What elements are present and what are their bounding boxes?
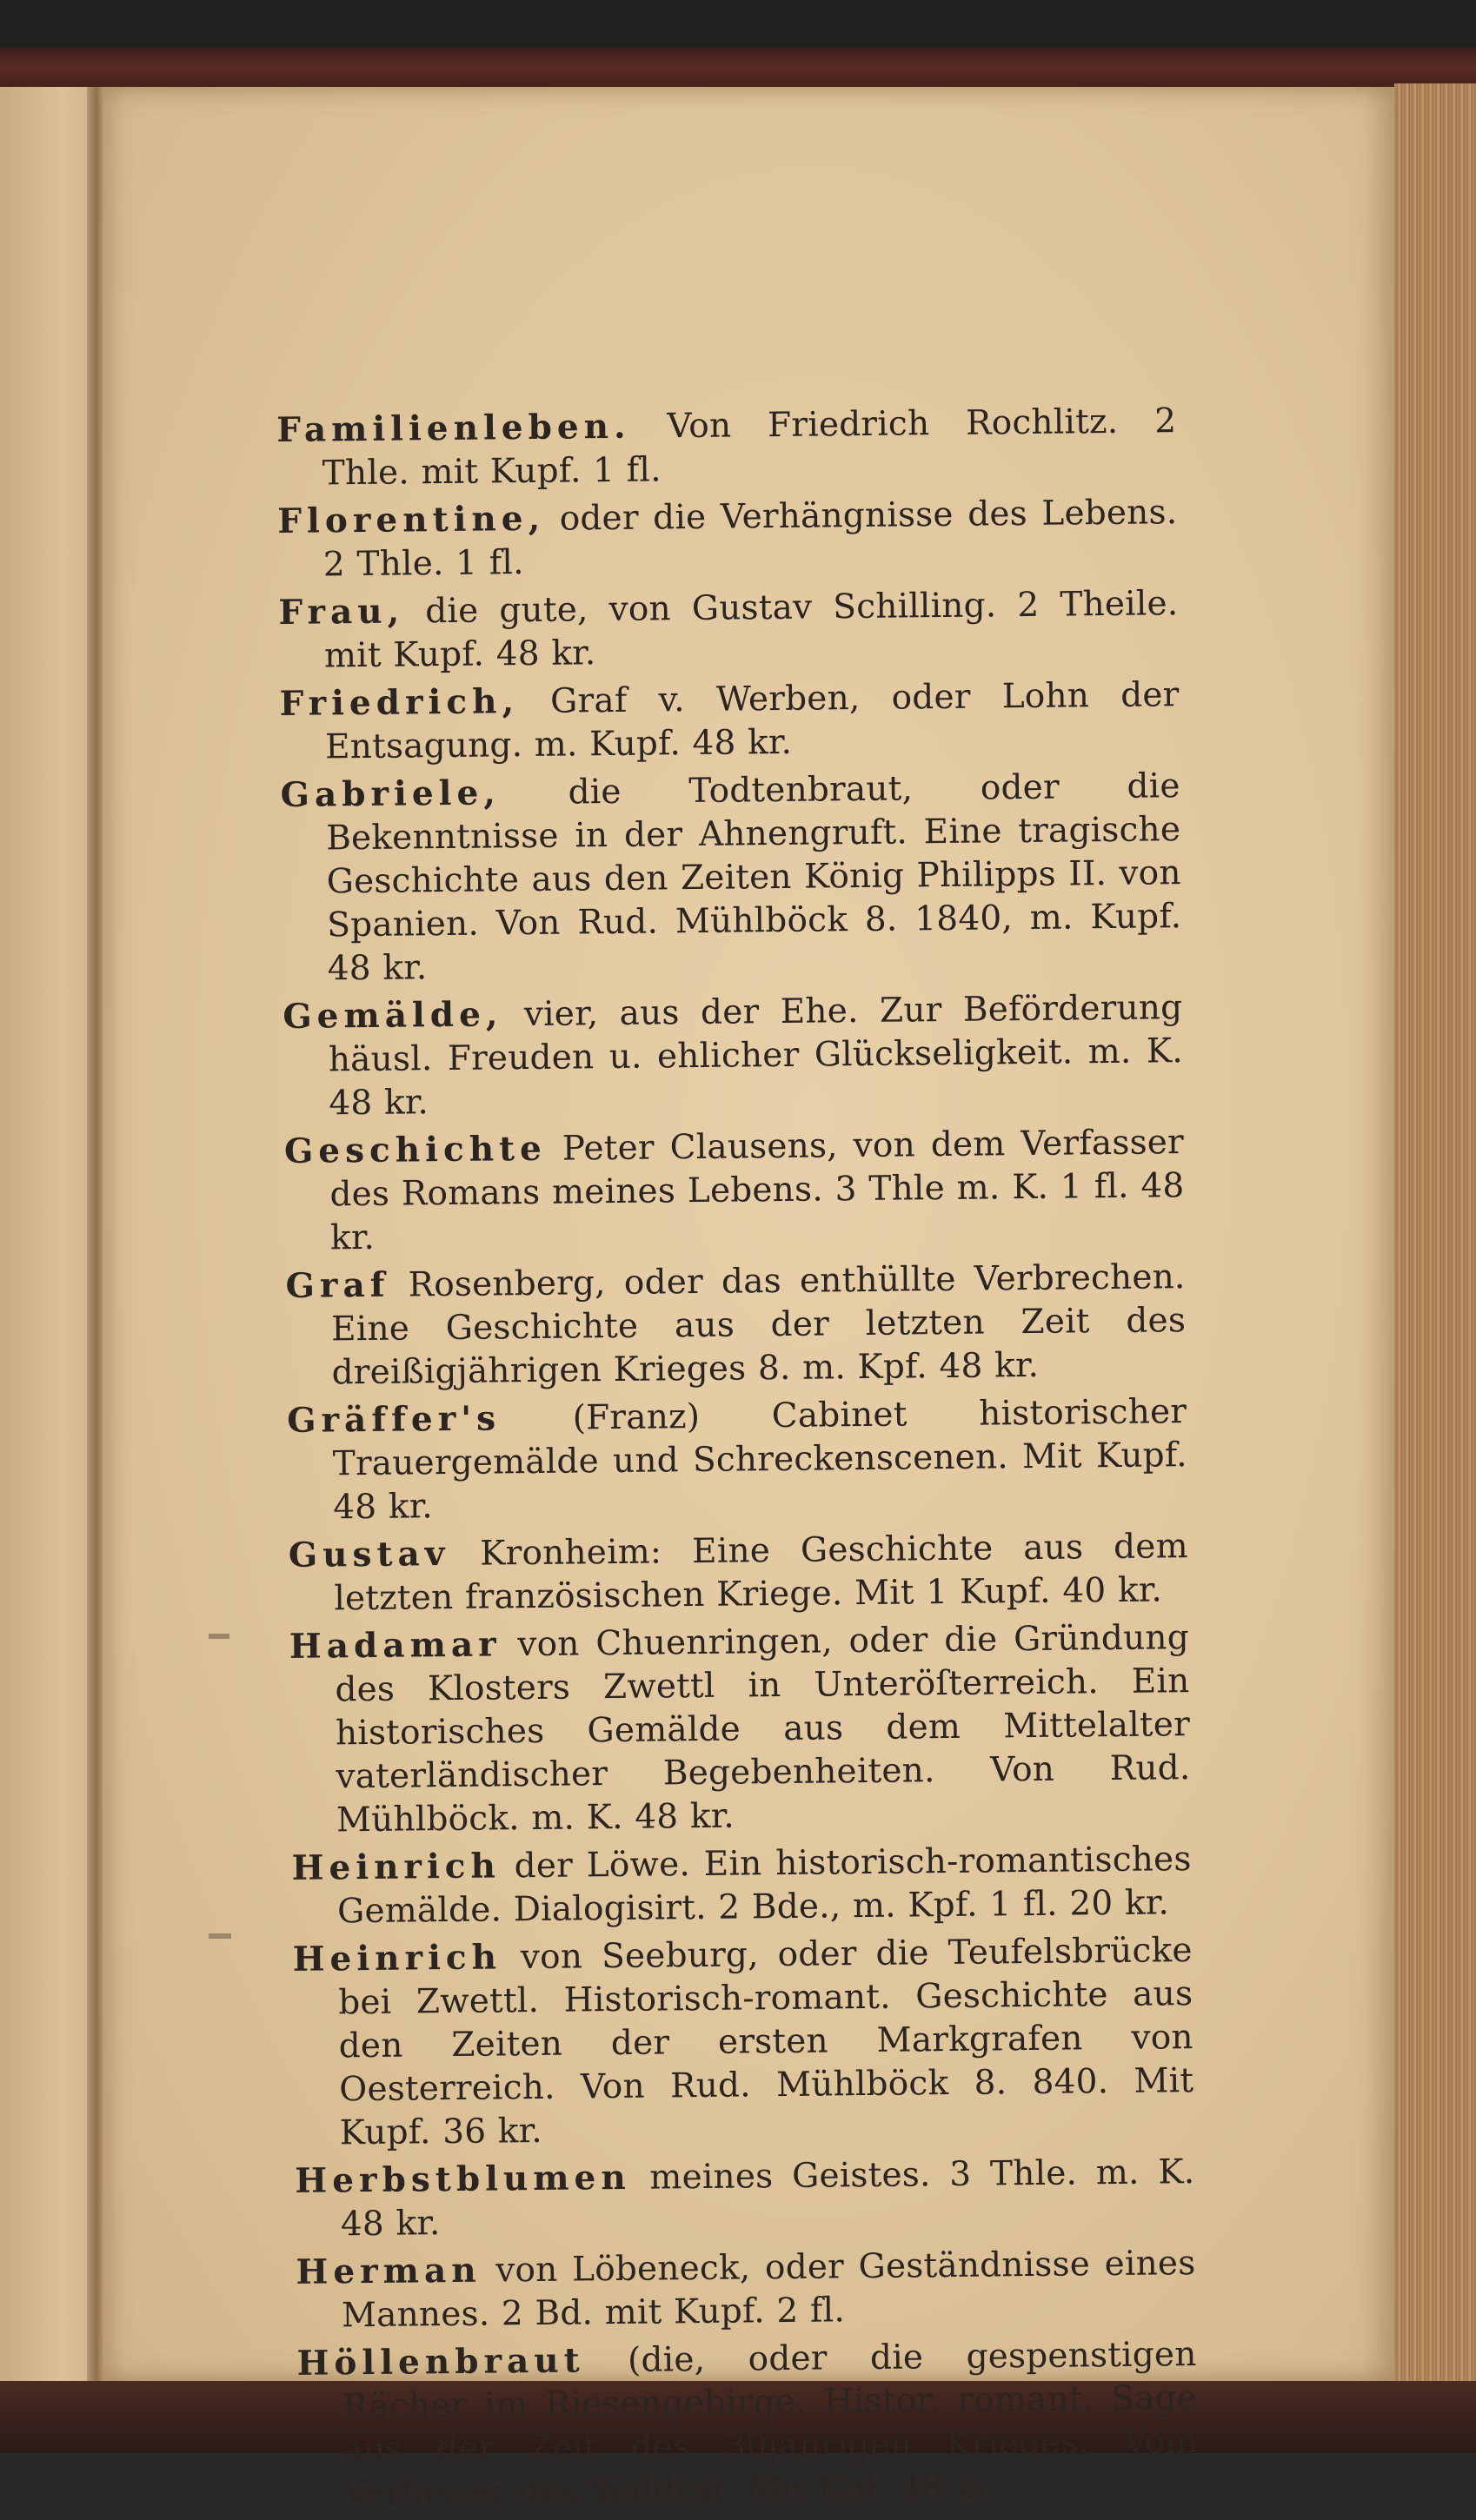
- catalog-entry: [291, 1837, 1192, 1934]
- entry-headword: Herman: [296, 2250, 482, 2292]
- entry-headword: Herbstblumen: [295, 2157, 631, 2201]
- entry-headword: Frau,: [278, 591, 405, 633]
- entry-text: Von Friedrich Rochlitz. 2 Thle. mit Kupf. 1 fl.: [322, 401, 1177, 494]
- catalog-entry: [289, 1615, 1192, 1843]
- entry-text: vier, aus der Ehe. Zur Beförderung häusl. Freuden u. ehlicher Glückseligkeit. m. K. 48 kr.: [328, 988, 1184, 1124]
- entry-text: Peter Clausens, von dem Verfasser des Romans meines Lebens. 3 Thle m. K. 1 fl. 48 kr.: [329, 1123, 1185, 1258]
- entry-headword: Friedrich,: [279, 681, 520, 724]
- entry-headword: Gustav: [288, 1533, 450, 1575]
- entry-text: der Löwe. Ein historisch-romantisches Gemälde. Dialogisirt. 2 Bde., m. Kpf. 1 fl. 20 kr.: [336, 1840, 1192, 1932]
- catalog-entry: [296, 2332, 1198, 2517]
- entry-headword: Gemälde,: [283, 994, 503, 1037]
- entry-text: Kronheim: Eine Geschichte aus dem letzten französischen Kriege. Mit 1 Kupf. 40 kr.: [334, 1527, 1189, 1619]
- catalog-entry: [289, 1524, 1189, 1621]
- scan-background-top: [0, 0, 1476, 52]
- catalog-entry: [278, 581, 1179, 679]
- entry-headword: Familienleben.: [276, 406, 631, 450]
- entry-text: die gute, von Gustav Schilling. 2 Theile. mit Kupf. 48 kr.: [323, 584, 1179, 676]
- entry-headword: Florentine,: [277, 498, 546, 541]
- entry-headword: Graf: [285, 1264, 390, 1306]
- catalog-entry: [292, 1928, 1194, 2156]
- catalog-entry: [287, 1389, 1188, 1530]
- entry-headword: Höllenbraut: [296, 2340, 585, 2384]
- entry-headword: Gräffer's: [286, 1398, 502, 1441]
- entry-text: von Seeburg, oder die Teufelsbrücke bei Zwettl. Historisch-romant. Geschichte aus den Zeiten der ersten Markgrafen von Oesterreich. Von Rud. Mühlböck 8. 840. Mit Kupf. 36 kr.: [337, 1931, 1194, 2153]
- catalog-entry: [283, 985, 1184, 1126]
- catalog-entry: [284, 1120, 1186, 1261]
- margin-mark: [209, 1933, 231, 1939]
- entry-headword: Heinrich: [291, 1846, 502, 1888]
- entry-text: meines Geistes. 3 Thle. m. K. 48 kr.: [340, 2152, 1195, 2245]
- catalog-entry: [277, 490, 1178, 587]
- entry-headword: Heinrich: [292, 1937, 502, 1980]
- page-stack-edge: [1394, 83, 1476, 2386]
- catalog-entry: [296, 2241, 1196, 2338]
- catalog-list: [276, 399, 1198, 2520]
- entry-headword: Geschichte: [283, 1128, 548, 1171]
- entry-text: Rosenberg, oder das enthüllte Verbrechen. Eine Geschichte aus der letzten Zeit des dreißigjährigen Krieges 8. m. Kpf. 48 kr.: [330, 1257, 1187, 1393]
- entry-text: von Löbeneck, oder Geständnisse eines Mannes. 2 Bd. mit Kupf. 2 fl.: [341, 2244, 1196, 2336]
- entry-text: (Franz) Cabinet historischer Trauergemälde und Schreckenscenen. Mit Kupf. 48 kr.: [332, 1392, 1187, 1528]
- entry-text: die Todtenbraut, oder die Bekenntnisse in der Ahnengruft. Eine tragische Geschichte aus den Zeiten König Philipps II. von Spanien. Von Rud. Mühlböck 8. 1840, m. Kupf. 48 kr.: [325, 766, 1182, 989]
- catalog-entry: [276, 399, 1177, 496]
- entry-text: Graf v. Werben, oder Lohn der Entsagung. m. Kupf. 48 kr.: [324, 675, 1180, 767]
- margin-mark: [209, 1634, 229, 1639]
- entry-headword: Gabriele,: [280, 773, 502, 815]
- entry-text: von Chuenringen, oder die Gründung des Klosters Zwettl in Unteröſterreich. Ein historisches Gemälde aus dem Mittelalter vaterländischer Begebenheiten. Von Rud. Mühlböck. m. K. 48 kr.: [335, 1618, 1191, 1840]
- catalog-entry: [285, 1255, 1187, 1396]
- entry-text: oder die Verhängnisse des Lebens. 2 Thle. 1 fl.: [322, 493, 1178, 585]
- catalog-entry: [280, 764, 1182, 991]
- catalog-entry: [295, 2150, 1195, 2247]
- entry-headword: Hadamar: [289, 1624, 502, 1667]
- entry-text: (die, oder die gespenstigen Rächer im Riesengebirge. Histor. romant. Sage aus der Zeit des 30jährigen Krieges. Vom Verfasser des Waldraf. Mit Kpf. 48 kr.: [342, 2335, 1198, 2514]
- catalog-entry: [279, 673, 1180, 770]
